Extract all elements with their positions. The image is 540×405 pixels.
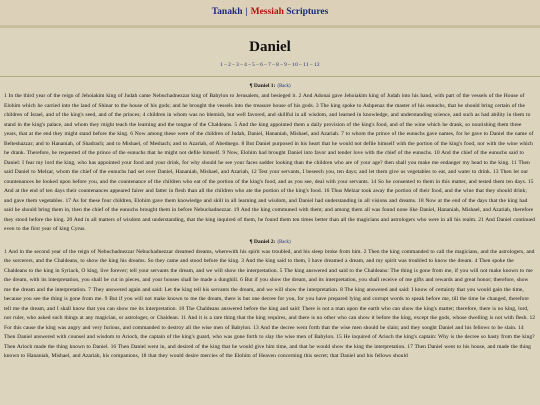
chapter-link-6[interactable]: 6 [260, 62, 264, 68]
chapter-link-8[interactable]: 8 [276, 62, 280, 68]
chapter-nav-separator: – [264, 62, 268, 68]
header-divider [0, 26, 540, 28]
chapter-link-1[interactable]: 1 [220, 62, 224, 68]
chapter-link-2[interactable]: 2 [228, 62, 232, 68]
chapter-2-title: ¶ Daniel 2: [249, 238, 276, 245]
chapter-link-4[interactable]: 4 [244, 62, 248, 68]
chapter-link-5[interactable]: 5 [252, 62, 256, 68]
scriptures-link[interactable]: Scriptures [286, 7, 329, 17]
chapter-2-back-link[interactable]: (Back) [277, 239, 291, 245]
chapter-1-heading [0, 83, 540, 89]
chapter-nav [0, 62, 540, 68]
chapter-nav-separator: – [309, 62, 313, 68]
chapter-nav-separator: – [248, 62, 252, 68]
chapter-2-heading [0, 239, 540, 245]
chapter-nav-separator: – [288, 62, 292, 68]
chapter-nav-separator: – [224, 62, 228, 68]
chapter-nav-separator: – [240, 62, 244, 68]
chapter-link-9[interactable]: 9 [284, 62, 288, 68]
chapter-link-3[interactable]: 3 [236, 62, 240, 68]
site-header [0, 0, 540, 26]
title-rule [0, 76, 540, 77]
chapter-link-10[interactable]: 10 [292, 62, 299, 68]
messiah-link[interactable]: Messiah [250, 7, 284, 17]
chapter-1-back-link[interactable]: (Back) [277, 84, 291, 89]
chapter-nav-separator: – [280, 62, 284, 68]
chapter-link-7[interactable]: 7 [268, 62, 272, 68]
tanakh-link[interactable]: Tanakh [211, 7, 243, 17]
header-separator: | [245, 7, 248, 17]
page-content [0, 39, 540, 362]
chapter-1-title: ¶ Daniel 1: [249, 83, 276, 89]
book-title: Daniel [249, 39, 291, 55]
chapter-1-text: 1 In the third year of the reign of Jehoiakim king of Judah came Nebuchadnezzar king of Babylon to Jerusalem, and besieged it. 2 And Adonai gave Jehoiakim king of Judah into his hand, with part of the vessels of the House of Elohim which he carried into the land of Shinar to the house of his gods; and he brought the vessels into the treasure house of his gods. 3 The king spoke to Ashpenaz the master of his eunuchs, that he should bring certain of the children of Israel, and of the king's seed, and of the princes; 4 children in whom was no blemish, but well favored, and skillful in all wisdom, and learned in knowledge, and understanding science, and such as had ability in them to stand in the king's palace, and whom they might teach the learning and the tongue of the Chaldeans. 5 And the king appointed them a daily provision of the king's food, and of the wine which he drank, so nourishing them three years, that at the end they might stand before the king. 6 Now among these were of the children of Judah, Daniel, Hananiah, Mishael, and Azariah. 7 to whom the prince of the eunuchs gave names, for he gave to Daniel the name of Belteshazzar; and to Hananiah, of Shadrach; and to Mishael, of Meshach; and to Azariah, of Abednego. 8 But Daniel purposed in his heart that he would not defile himself with the portion of the king's food, nor with the wine which he drank. Therefore, he requested of the prince of the eunuchs that he might not defile himself. 9 Now, Elohim had brought Daniel into favor and tender love with the chief of the eunuchs. 10 And the chief of the eunuchs said to Daniel: I fear my lord the king, who has appointed your food and your drink, for why should he see your faces sadder looking than the children who are of your age? then shall you make me endanger my head to the king. 11 Then said Daniel to Melzar, whom the chief of the eunuchs had set over Daniel, Hananiah, Mishael, and Azariah, 12 Test your servants, I beseech you, ten days; and let them give us vegetables to eat, and water to drink. 13 Then let our countenances be looked upon before you, and the countenance of the children who eat of the portion of the king's food, and as you see, deal with your servants. 14 So he consented to them in this matter, and tested them ten days. 15 And at the end of ten days their countenances appeared fairer and fatter in flesh than all the children who ate the portion of the king's food. 16 Thus Melzar took away the portion of their food, and the wine that they should drink; and gave them vegetables. 17 As for these four children, Elohim gave them knowledge and skill in all learning and wisdom, and Daniel had understanding in all visions and dreams. 18 Now at the end of the days that the king had said he should bring them in, then the chief of the eunuchs brought them in before Nebuchadnezzar. 19 And the king communed with them; and among them all was found none like Daniel, Hananiah, Mishael, and Azariah, therefore they stood before the king. 20 And in all matters of wisdom and understanding, that the king inquired of them, he found them ten times better than all the magicians and astrologers who were in all his realm. 21 And Daniel continued even to the first year of king Cyrus. [4, 93, 536, 232]
chapter-nav-separator: – [256, 62, 260, 68]
chapter-2-text: 1 And in the second year of the reign of Nebuchadnezzar Nebuchadnezzar dreamed dreams, wherewith his spirit was troubled, and his sleep broke from him. 2 Then the king commanded to call the magicians, and the astrologers, and the sorcerers, and the Chaldeans, to show the king his dreams. So they came and stood before the king. 3 And the king said to them, I have dreamed a dream, and my spirit was troubled to know the dream. 4 Then spoke the Chaldeans to the king in Syriack, O king, live forever; tell your servants the dream, and we will show the interpretation. 5 The king answered and said to the Chaldeans: The thing is gone from me, if you will not make known to me the dream, with its interpretation, you shall be cut in pieces, and your houses shall be made a dunghill. 6 But if you show the dream, and its interpretation, you shall receive of me gifts and rewards and great honor; therefore, show me the dream and the interpretation. 7 They answered again and said: Let the king tell his servants the dream, and we will show the interpretation. 8 The king answered and said: I know of certainty that you would gain the time, because you see the thing is gone from me. 9 But if you will not make known to me the dream, there is but one decree for you, for you have prepared lying and corrupt words to speak before me, till the time be changed, therefore tell me the dream, and I shall know that you can show me its interpretation. 10 The Chaldeans answered before the king and said: There is not a man upon the earth who can show the king's matter; therefore, there is no king, lord, nor ruler, who asked such things at any magician, or astrologer, or Chaldean. 11 And it is a rare thing that the king requires, and there is no other who can show it before the king, except the gods, whose dwelling is not with flesh. 12 For this cause the king was angry and very furious, and commanded to destroy all the wise men of Babylon. 13 And the decree went forth that the wise men should be slain; and they sought Daniel and his fellows to be slain. 14 Then Daniel answered with counsel and wisdom to Arioch, the captain of the king's guard, who was gone forth to slay the wise men of Babylon. 15 He inquired of Arioch the king's captain: Why is the decree so hasty from the king? Then Arioch made the thing known to Daniel. 16 Then Daniel went in, and desired of the king that he would give him time, and that he would show the king the interpretation. 17 Then Daniel went to his house, and made the thing known to Hananiah, Mishael, and Azariah, his companions, 18 that they would desire mercies of the Elohim of Heaven concerning this secret; that Daniel and his fellows should [4, 248, 536, 359]
chapter-nav-separator: – [299, 62, 303, 68]
chapter-link-12[interactable]: 12 [313, 62, 320, 68]
chapter-nav-separator: – [232, 62, 236, 68]
chapter-link-11[interactable]: 11 [303, 62, 309, 68]
chapter-nav-separator: – [272, 62, 276, 68]
